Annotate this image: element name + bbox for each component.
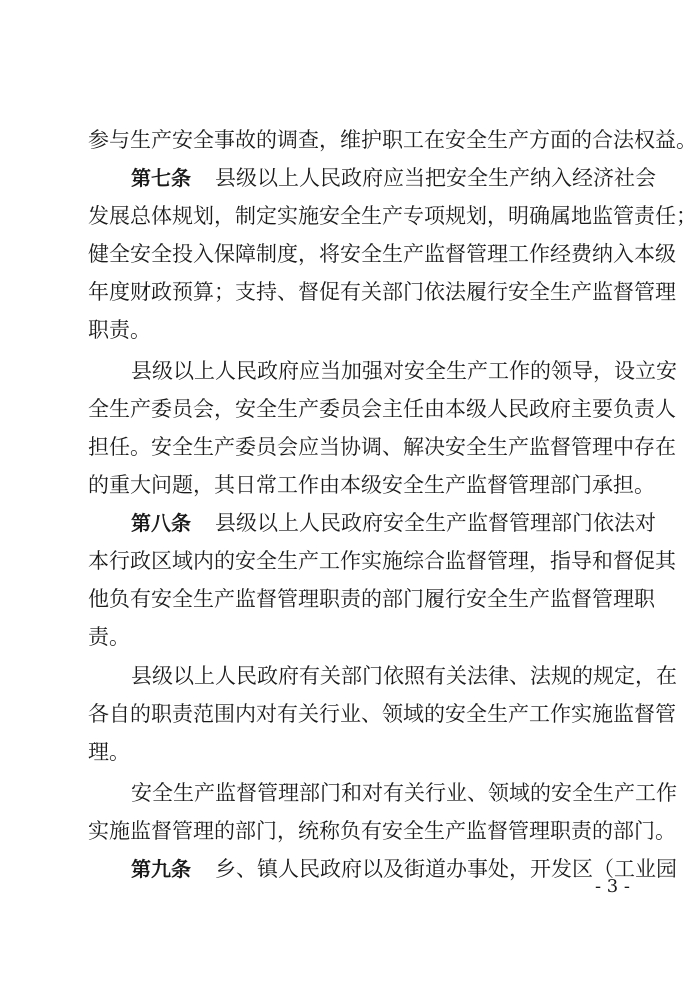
text-line <box>88 579 655 619</box>
article-heading-line <box>131 849 677 889</box>
line-text: 年度财政预算；支持、督促有关部门依法履行安全生产监督管理 <box>88 280 676 304</box>
text-line <box>88 811 676 851</box>
paragraph-first-line <box>131 773 677 813</box>
article-heading-line <box>131 158 656 198</box>
line-text: 发展总体规划，制定实施安全生产专项规划，明确属地监管责任； <box>88 204 697 228</box>
article-heading-line <box>131 503 656 543</box>
line-text: 乡、镇人民政府以及街道办事处，开发区（工业园 <box>215 857 677 881</box>
line-text: 健全安全投入保障制度，将安全生产监督管理工作经费纳入本级 <box>88 242 676 266</box>
line-text: 的重大问题，其日常工作由本级安全生产监督管理部门承担。 <box>88 473 655 497</box>
text-line <box>88 272 676 312</box>
line-text: 担任。安全生产委员会应当协调、解决安全生产监督管理中存在 <box>88 435 676 459</box>
article-label: 第九条 <box>131 857 191 881</box>
text-line <box>88 120 697 160</box>
paragraph-first-line <box>131 656 677 696</box>
text-line <box>88 234 676 274</box>
line-text: 参与生产安全事故的调查，维护职工在安全生产方面的合法权益。 <box>88 128 697 152</box>
article-label: 第七条 <box>131 166 191 190</box>
page-number: - 3 - <box>594 876 630 897</box>
text-line <box>88 465 655 505</box>
line-text: 他负有安全生产监督管理职责的部门履行安全生产监督管理职 <box>88 587 655 611</box>
line-text: 县级以上人民政府应当加强对安全生产工作的领导，设立安 <box>131 359 677 383</box>
line-text: 本行政区域内的安全生产工作实施综合监督管理，指导和督促其 <box>88 549 676 573</box>
line-text: 理。 <box>88 740 130 764</box>
text-line <box>88 617 628 657</box>
text-line <box>88 541 676 581</box>
line-text: 县级以上人民政府有关部门依照有关法律、法规的规定，在 <box>131 664 677 688</box>
line-text: 各自的职责范围内对有关行业、领域的安全生产工作实施监督管 <box>88 702 676 726</box>
paragraph-first-line <box>131 351 677 391</box>
text-line <box>88 732 628 772</box>
line-text: 县级以上人民政府安全生产监督管理部门依法对 <box>215 511 656 535</box>
text-line <box>88 310 628 350</box>
text-line <box>88 427 676 467</box>
line-text: 全生产委员会，安全生产委员会主任由本级人民政府主要负责人 <box>88 397 676 421</box>
text-line <box>88 389 676 429</box>
text-line <box>88 694 676 734</box>
line-text: 职责。 <box>88 318 151 342</box>
line-text: 县级以上人民政府应当把安全生产纳入经济社会 <box>215 166 656 190</box>
article-label: 第八条 <box>131 511 191 535</box>
line-text: 实施监督管理的部门，统称负有安全生产监督管理职责的部门。 <box>88 819 676 843</box>
line-text: 安全生产监督管理部门和对有关行业、领域的安全生产工作 <box>131 781 677 805</box>
line-text: 责。 <box>88 625 130 649</box>
text-line <box>88 196 697 236</box>
